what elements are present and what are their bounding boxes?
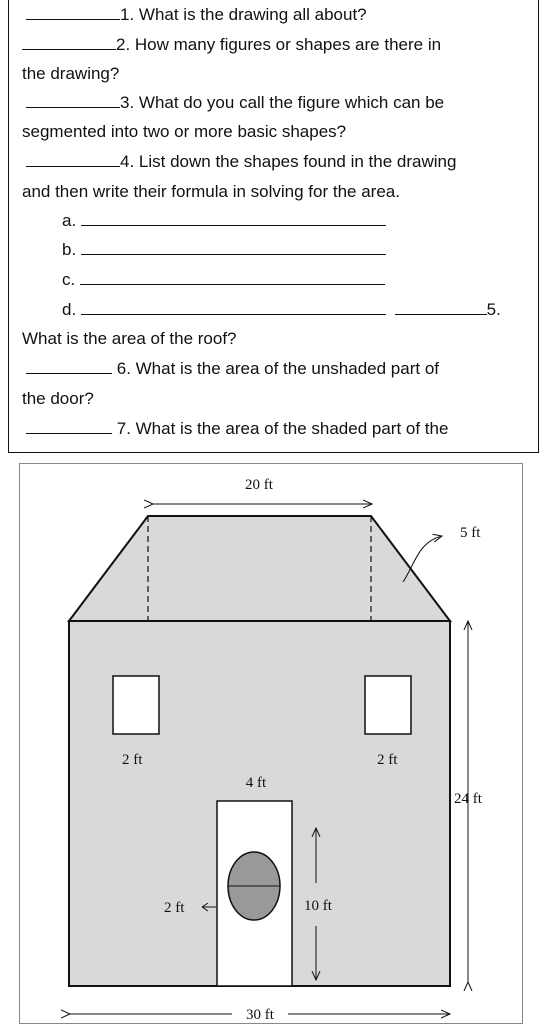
option-b: b. [62,240,386,260]
answer-blank-c[interactable] [80,270,385,285]
option-a: a. [62,211,386,231]
question-1: 1. What is the drawing all about? [26,5,367,25]
question-6: 6. What is the area of the unshaded part of [26,359,439,379]
question-3-cont: segmented into two or more basic shapes? [22,122,347,141]
left-window [113,676,159,734]
left-window-label: 2 ft [122,752,143,768]
answer-blank-4[interactable] [26,152,120,167]
answer-blank-d[interactable] [81,300,386,315]
question-2: 2. How many figures or shapes are there in [22,35,441,55]
house-width-label: 30 ft [246,1007,274,1023]
answer-blank-6[interactable] [26,359,112,374]
answer-blank-a[interactable] [81,211,386,226]
answer-blank-3[interactable] [26,93,120,108]
right-window [365,676,411,734]
question-6-cont: the door? [22,389,94,408]
right-window-label: 2 ft [377,752,398,768]
question-2-cont: the drawing? [22,64,120,83]
roof-height-label: 5 ft [460,525,481,541]
house-figure [19,463,523,1024]
answer-blank-1[interactable] [26,5,120,20]
roof-width-label: 20 ft [245,477,273,493]
answer-blank-b[interactable] [81,240,386,255]
answer-blank-5[interactable] [395,300,487,315]
option-d: d. 5. [62,300,501,319]
roof-shape [69,516,450,621]
question-4: 4. List down the shapes found in the drawing [26,152,456,172]
answer-blank-7[interactable] [26,419,112,434]
question-4-cont: and then write their formula in solving for the area. [22,182,400,201]
knob-label: 2 ft [164,900,185,916]
option-c: c. [62,270,385,290]
question-5: What is the area of the roof? [22,329,237,348]
house-diagram [20,464,524,1025]
door-height-label: 10 ft [304,898,332,914]
question-7: 7. What is the area of the shaded part of the [26,419,448,439]
answer-blank-2[interactable] [22,35,116,50]
door-width-label: 4 ft [245,775,267,791]
question-3: 3. What do you call the figure which can be [26,93,444,113]
house-height-label: 24 ft [454,791,482,807]
